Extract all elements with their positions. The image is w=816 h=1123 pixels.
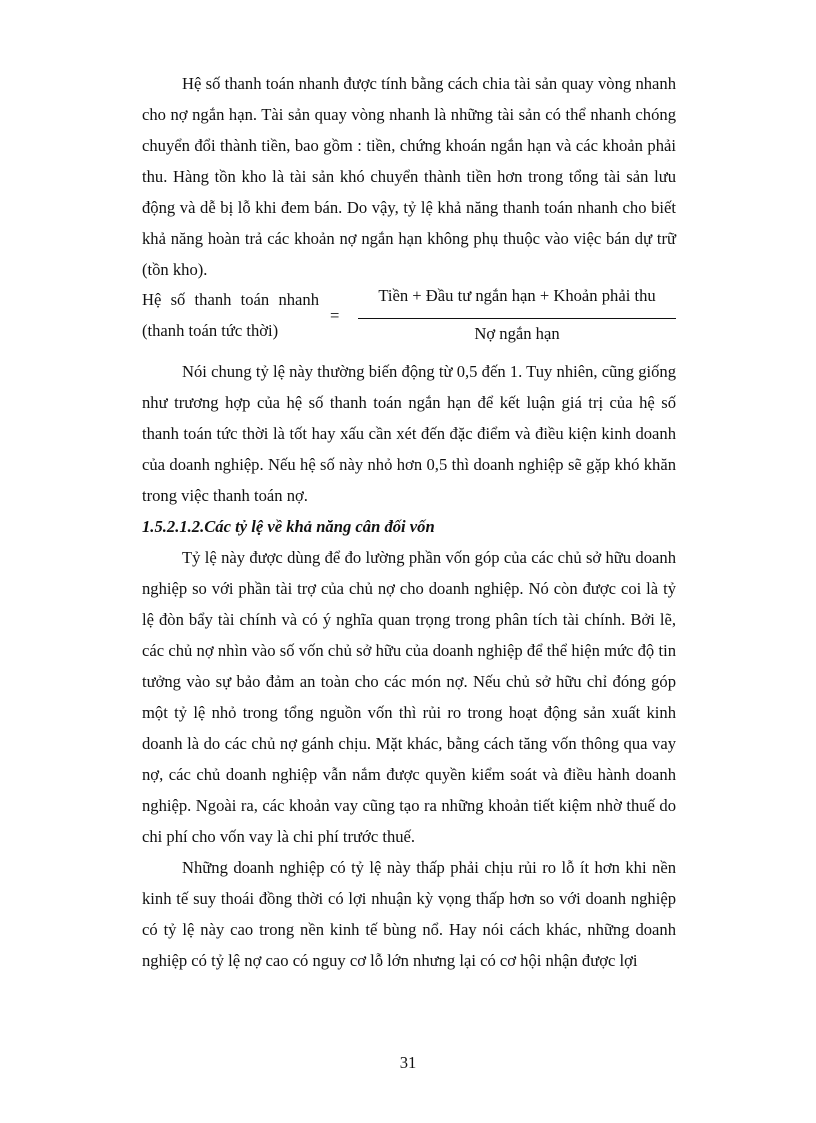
formula-equals-sign: = bbox=[330, 306, 340, 325]
quick-ratio-formula bbox=[142, 288, 676, 352]
page-number: 31 bbox=[399, 1053, 417, 1072]
formula-denominator: Nợ ngắn hạn bbox=[474, 324, 560, 343]
section-heading: 1.5.2.1.2.Các tỷ lệ về khả năng cân đối vốn bbox=[142, 517, 435, 536]
paragraph-low-ratio-risk: Những doanh nghiệp có tỷ lệ này thấp phải chịu rủi ro lỗ ít hơn khi nền kinh tế suy thoái đồng thời có lợi nhuận kỳ vọng thấp hơn so với doanh nghiệp có tỷ lệ này cao trong nền kinh tế bùng nổ. Hay nói cách khác, những doanh nghiệp có tỷ lệ nợ cao có nguy cơ lỗ lớn nhưng lại có cơ hội nhận được lợi bbox=[142, 858, 676, 970]
paragraph-quick-ratio-definition: Hệ số thanh toán nhanh được tính bằng cách chia tài sản quay vòng nhanh cho nợ ngắn hạn. Tài sản quay vòng nhanh là những tài sản có thể nhanh chóng chuyển đổi thành tiền, bao gồm : tiền, chứng khoán ngắn hạn và các khoản phải thu. Hàng tồn kho là tài sản khó chuyển thành tiền hơn trong tổng tài sản lưu động và dễ bị lỗ khi đem bán. Do vậy, tỷ lệ khả năng thanh toán nhanh cho biết khả năng hoàn trả các khoản nợ ngắn hạn không phụ thuộc vào việc bán dự trữ (tồn kho). bbox=[142, 74, 676, 279]
formula-label-line2: (thanh toán tức thời) bbox=[142, 321, 279, 340]
fraction-bar bbox=[358, 318, 676, 319]
paragraph-ratio-range: Nói chung tỷ lệ này thường biến động từ 0,5 đến 1. Tuy nhiên, cũng giống như trương hợp của hệ số thanh toán ngắn hạn để kết luận giá trị của hệ số thanh toán tức thời là tốt hay xấu cần xét đến đặc điểm và điều kiện kinh doanh của doanh nghiệp. Nếu hệ số này nhỏ hơn 0,5 thì doanh nghiệp sẽ gặp khó khăn trong việc thanh toán nợ. bbox=[142, 362, 676, 505]
paragraph-capital-balance: Tỷ lệ này được dùng để đo lường phần vốn góp của các chủ sở hữu doanh nghiệp so với phần tài trợ của chủ nợ cho doanh nghiệp. Nó còn được coi là tỷ lệ đòn bẩy tài chính và có ý nghĩa quan trọng trong phân tích tài chính. Bởi lẽ, các chủ nợ nhìn vào số vốn chủ sở hữu của doanh nghiệp để thể hiện mức độ tin tưởng vào sự bảo đảm an toàn cho các món nợ. Nếu chủ sở hữu chỉ đóng góp một tỷ lệ nhỏ trong tổng nguồn vốn thì rủi ro trong hoạt động sản xuất kinh doanh là do các chủ nợ gánh chịu. Mặt khác, bằng cách tăng vốn thông qua vay nợ, các chủ doanh nghiệp vẫn nắm được quyền kiểm soát và điều hành doanh nghiệp. Ngoài ra, các khoản vay cũng tạo ra những khoản tiết kiệm nhờ thuế do chi phí cho vốn vay là chi phí trước thuế. bbox=[142, 548, 676, 846]
formula-label-line1: Hệ số thanh toán nhanh bbox=[142, 290, 319, 309]
formula-numerator: Tiền + Đầu tư ngắn hạn + Khoản phải thu bbox=[378, 286, 656, 305]
document-page bbox=[142, 68, 676, 976]
